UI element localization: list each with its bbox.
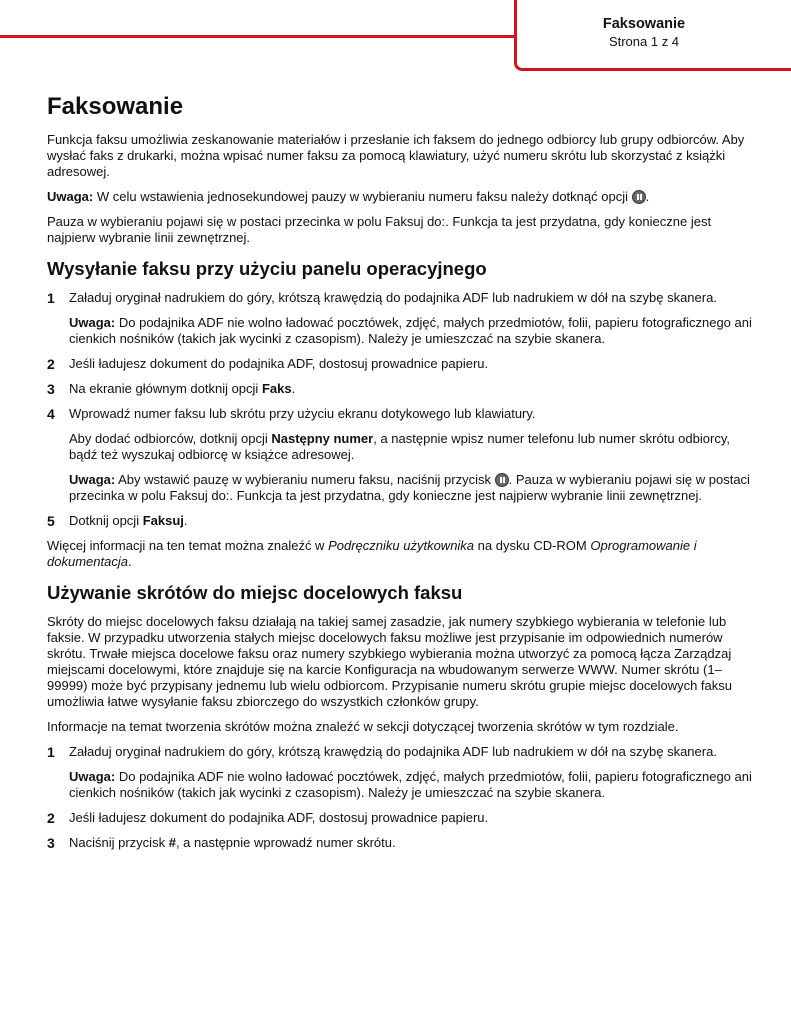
shortcuts-paragraph: Skróty do miejsc docelowych faksu działają na takiej samej zasadzie, jak numery szybkiego wybierania w telefonie lub faksie. W przypadku utworzenia stałych miejsc docelowych faksu możliwe jest przypisanie im odpowiednich numerów skrótu. Trwałe miejsca docelowe faksu oraz numery szybkiego wybierania można utworzyć za pomocą łącza Zarządzaj miejscami docelowymi, które znajduje się na karcie Konfiguracja na wbudowanym serwerze WWW. Numer skrótu (1–99999) może być przypisany jednemu lub wielu odbiorcom. Przypisanie numeru skrótu grupie miejsc docelowych faksu umożliwia łatwe wysyłanie faksu zbiorczego do wszystkich członków grupy. — [47, 614, 732, 709]
note-text: W celu wstawienia jednosekundowej pauzy w wybieraniu numeru faksu należy dotknąć opcji — [96, 189, 628, 204]
step-number: 5 — [47, 513, 55, 529]
list-item — [47, 835, 752, 851]
section-heading-shortcuts: Używanie skrótów do miejsc docelowych faksu — [47, 582, 463, 603]
step-text-post: . — [183, 513, 188, 528]
step-text-pre: Dotknij opcji — [69, 513, 140, 528]
note-label: Uwaga: — [69, 315, 116, 330]
option-next-number: Następny numer — [271, 431, 374, 446]
step-text-post: . — [291, 381, 296, 396]
step-text: Jeśli ładujesz dokument do podajnika ADF, dostosuj prowadnice papieru. — [69, 810, 489, 825]
note-text-post: . Pauza w wybieraniu pojawi się w postaci przecinka w polu Faksuj do:. Funkcja ta jest przydatna, gdy konieczne jest najpierw wybranie linii zewnętrznej. — [69, 472, 750, 503]
step-number: 3 — [47, 381, 55, 397]
step-text — [69, 513, 752, 529]
step-text: Załaduj oryginał nadrukiem do góry, krótszą krawędzią do podajnika ADF lub nadrukiem w dół na szybę skanera. — [69, 744, 717, 759]
step-number: 1 — [47, 290, 55, 306]
step-note — [69, 769, 752, 801]
shortcuts-info-paragraph: Informacje na temat tworzenia skrótów można znaleźć w sekcji dotyczącej tworzenia skrótów w tym rozdziale. — [47, 719, 679, 734]
list-item — [47, 810, 752, 826]
step-text: Jeśli ładujesz dokument do podajnika ADF, dostosuj prowadnice papieru. — [69, 356, 489, 371]
step-note — [69, 472, 752, 504]
step-text — [69, 381, 752, 397]
note-label: Uwaga: — [69, 769, 116, 784]
step-number: 2 — [47, 810, 55, 826]
list-item — [47, 290, 752, 306]
ref-software-docs: Oprogramowanie i dokumentacja — [47, 538, 697, 569]
pause-icon — [632, 190, 646, 204]
step-number: 2 — [47, 356, 55, 372]
list-item — [47, 381, 752, 397]
more-info-paragraph — [47, 538, 752, 570]
note-text: Do podajnika ADF nie wolno ładować pocztówek, zdjęć, małych przedmiotów, folii, papieru fotograficznego ani cienkich nośników (takich jak wycinki z czasopism). Należy je umieszczać na szybie skanera. — [69, 315, 752, 346]
page-title: Faksowanie — [47, 93, 184, 120]
note-text-pre: Aby wstawić pauzę w wybieraniu numeru faksu, naciśnij przycisk — [118, 472, 491, 487]
step-text-pre: Na ekranie głównym dotknij opcji — [69, 381, 259, 396]
hash-key: # — [168, 835, 176, 850]
detail-pre: Aby dodać odbiorców, dotknij opcji — [69, 431, 268, 446]
option-faksuj: Faksuj — [142, 513, 184, 528]
step-detail — [69, 431, 752, 463]
section-heading-send-fax: Wysyłanie faksu przy użyciu panelu operacyjnego — [47, 258, 487, 279]
step-text — [69, 835, 752, 851]
note-end: . — [645, 189, 650, 204]
note-label: Uwaga: — [47, 189, 94, 204]
pause-paragraph: Pauza w wybieraniu pojawi się w postaci przecinka w polu Faksuj do:. Funkcja ta jest przydatna, gdy konieczne jest najpierw wybranie linii zewnętrznej. — [47, 214, 712, 245]
step-text: Wprowadź numer faksu lub skrótu przy użyciu ekranu dotykowego lub klawiatury. — [69, 406, 536, 421]
running-header-title: Faksowanie — [602, 16, 686, 32]
step-number: 1 — [47, 744, 55, 760]
list-item — [47, 356, 752, 372]
note-text: Do podajnika ADF nie wolno ładować pocztówek, zdjęć, małych przedmiotów, folii, papieru fotograficznego ani cienkich nośników (takich jak wycinki z czasopism). Należy je umieszczać na szybie skanera. — [69, 769, 752, 800]
page-indicator: Strona 1 z 4 — [608, 34, 680, 49]
list-item — [47, 513, 752, 529]
step-text-post: , a następnie wprowadź numer skrótu. — [175, 835, 396, 850]
header-rule — [0, 35, 517, 38]
step-number: 4 — [47, 406, 55, 422]
note-label: Uwaga: — [69, 472, 116, 487]
step-note — [69, 315, 752, 347]
more-post: . — [127, 554, 132, 569]
detail-post: , a następnie wpisz numer telefonu lub numer skrótu odbiorcy, bądź też wyszukaj odbiorcę w książce adresowej. — [69, 431, 730, 462]
more-pre: Więcej informacji na ten temat można znaleźć w — [47, 538, 325, 553]
intro-paragraph: Funkcja faksu umożliwia zeskanowanie materiałów i przesłanie ich faksem do jednego odbiorcy lub grupy odbiorców. Aby wysłać faks z drukarki, można wpisać numer faksu za pomocą klawiatury, użyć numeru skrótu lub skorzystać z książki adresowej. — [47, 132, 745, 179]
step-text: Załaduj oryginał nadrukiem do góry, krótszą krawędzią do podajnika ADF lub nadrukiem w dół na szybę skanera. — [69, 290, 717, 305]
step-number: 3 — [47, 835, 55, 851]
option-faks: Faks — [261, 381, 292, 396]
ref-user-guide: Podręczniku użytkownika — [328, 538, 475, 553]
list-item — [47, 744, 752, 760]
step-text-pre: Naciśnij przycisk — [69, 835, 166, 850]
more-mid: na dysku CD-ROM — [477, 538, 587, 553]
note-pause — [47, 189, 752, 205]
list-item — [47, 406, 752, 422]
pause-icon — [495, 473, 509, 487]
document-body — [47, 93, 752, 860]
